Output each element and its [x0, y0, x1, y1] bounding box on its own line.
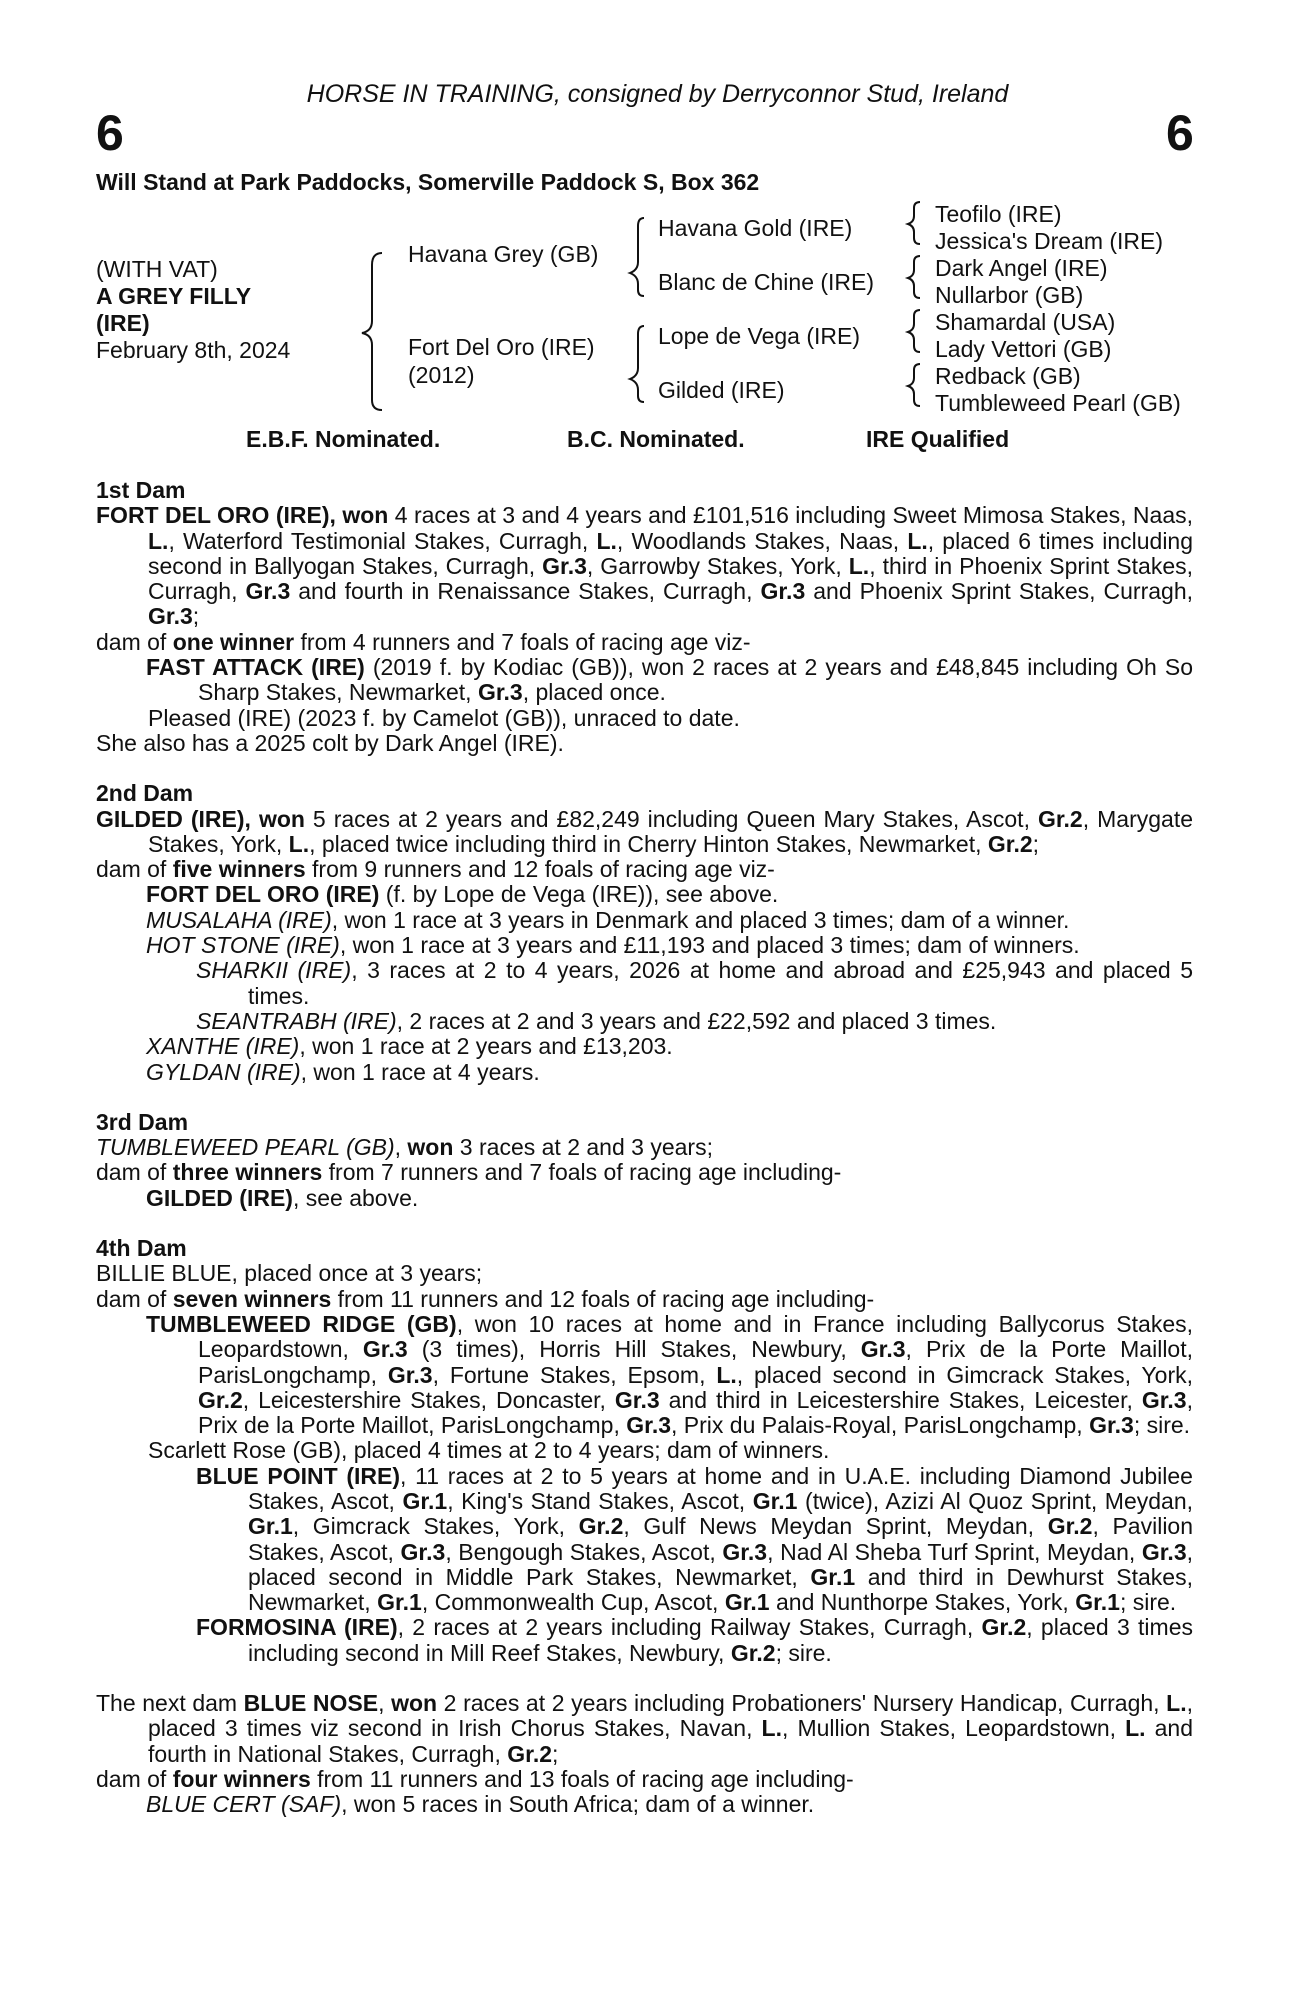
next-dam-record: The next dam BLUE NOSE, won 2 races at 2 years including Probationers' Nursery Handicap, Curragh, L., placed 3 times viz second in Irish Chorus Stakes, Navan, L., Mullion Stakes, Leopardstown, L. and fourth in National Stakes, Curragh, Gr.2; [96, 1690, 1193, 1767]
stand-location: Will Stand at Park Paddocks, Somerville Paddock S, Box 362 [96, 169, 760, 195]
horse-name: FORT DEL ORO (IRE) [96, 502, 330, 529]
produce-gyldan: GYLDAN (IRE), won 1 race at 4 years. [146, 1058, 540, 1085]
sd-dam: Nullarbor (GB) [935, 282, 1084, 308]
second-dam-heading: 2nd Dam [96, 780, 194, 807]
sd-sire: Dark Angel (IRE) [935, 255, 1108, 281]
produce-seantrabh: SEANTRABH (IRE), 2 races at 2 and 3 years and £22,592 and placed 3 times. [196, 1007, 997, 1034]
sire-sire: Havana Gold (IRE) [658, 215, 853, 241]
produce-blue-cert: BLUE CERT (SAF), won 5 races in South Africa; dam of a winner. [146, 1791, 815, 1818]
dam-year: (2012) [408, 362, 475, 388]
sire: Havana Grey (GB) [408, 241, 599, 267]
ds-sire: Shamardal (USA) [935, 309, 1116, 335]
produce-sharkii: SHARKII (IRE), 3 races at 2 to 4 years, 2026 at home and abroad and £25,943 and placed 5 times. [196, 957, 1193, 1009]
produce-gilded: GILDED (IRE), see above. [146, 1184, 419, 1211]
catalogue-header: HORSE IN TRAINING, consigned by Derryconnor Stud, Ireland [306, 80, 1009, 108]
dd-dam: Tumbleweed Pearl (GB) [935, 390, 1181, 416]
fourth-dam-produce-summary: dam of seven winners from 11 runners and 12 foals of racing age including- [96, 1285, 875, 1312]
third-dam-heading: 3rd Dam [96, 1108, 189, 1135]
fourth-dam-heading: 4th Dam [96, 1235, 187, 1262]
ss-dam: Jessica's Dream (IRE) [935, 228, 1164, 254]
sire-dam: Blanc de Chine (IRE) [658, 269, 875, 295]
dd-sire: Redback (GB) [935, 363, 1081, 389]
second-dam-produce-summary: dam of five winners from 9 runners and 12 foals of racing age viz- [96, 856, 775, 883]
lot-number-left: 6 [96, 105, 124, 161]
ebf-nomination: E.B.F. Nominated. [246, 426, 441, 452]
vat-note: (WITH VAT) [96, 256, 218, 282]
produce-fort-del-oro: FORT DEL ORO (IRE) (f. by Lope de Vega (IRE)), see above. [146, 881, 779, 908]
first-dam-note: She also has a 2025 colt by Dark Angel (IRE). [96, 729, 564, 756]
dam-dam: Gilded (IRE) [658, 377, 785, 403]
second-dam-record: GILDED (IRE), won 5 races at 2 years and £82,249 including Queen Mary Stakes, Ascot, Gr.2, Marygate Stakes, York, L., placed twice including third in Cherry Hinton Stakes, Newmarket, Gr.2; [96, 805, 1193, 857]
dam: Fort Del Oro (IRE) [408, 334, 595, 360]
produce-formosina: FORMOSINA (IRE), 2 races at 2 years including Railway Stakes, Curragh, Gr.2, placed 3 times including second in Mill Reef Stakes, Newbury, Gr.2; sire. [196, 1614, 1193, 1666]
first-dam-record: FORT DEL ORO (IRE), won 4 races at 3 and 4 years and £101,516 including Sweet Mimosa Stakes, Naas, L., Waterford Testimonial Stakes, Curragh, L., Woodlands Stakes, Naas, L., placed 6 times including second in Ballyogan Stakes, Curragh, Gr.3, Garrowby Stakes, York, L., third in Phoenix Sprint Stakes, Curragh, Gr.3 and fourth in Renaissance Stakes, Curragh, Gr.3 and Phoenix Sprint Stakes, Curragh, Gr.3; [96, 502, 1194, 630]
horse-origin: (IRE) [96, 310, 150, 336]
third-dam-produce-summary: dam of three winners from 7 runners and 7 foals of racing age including- [96, 1159, 842, 1186]
dam-sire: Lope de Vega (IRE) [658, 323, 861, 349]
produce-fast-attack: FAST ATTACK (IRE) (2019 f. by Kodiac (GB)), won 2 races at 2 years and £48,845 including Oh So Sharp Stakes, Newmarket, Gr.3, placed once. [146, 654, 1193, 706]
first-dam-heading: 1st Dam [96, 477, 186, 503]
next-dam-produce-summary: dam of four winners from 11 runners and 13 foals of racing age including- [96, 1765, 854, 1792]
foaling-date: February 8th, 2024 [96, 337, 291, 363]
produce-scarlett-rose: Scarlett Rose (GB), placed 4 times at 2 to 4 years; dam of winners. [148, 1437, 830, 1464]
won-label: won [342, 502, 389, 529]
produce-xanthe: XANTHE (IRE), won 1 race at 2 years and £13,203. [146, 1033, 673, 1060]
ss-sire: Teofilo (IRE) [935, 201, 1062, 227]
produce-blue-point: BLUE POINT (IRE), 11 races at 2 to 5 years at home and in U.A.E. including Diamond Jubilee Stakes, Ascot, Gr.1, King's Stand Stakes, Ascot, Gr.1 (twice), Azizi Al Quoz Sprint, Meydan, Gr.1, Gimcrack Stakes, York, Gr.2, Gulf News Meydan Sprint, Meydan, Gr.2, Pavilion Stakes, Ascot, Gr.3, Bengough Stakes, Ascot, Gr.3, Nad Al Sheba Turf Sprint, Meydan, Gr.3, placed second in Middle Park Stakes, Newmarket, Gr.1 and third in Dewhurst Stakes, Newmarket, Gr.1, Commonwealth Cup, Ascot, Gr.1 and Nunthorpe Stakes, York, Gr.1; sire. [196, 1462, 1194, 1616]
catalogue-body [96, 478, 1193, 1818]
ds-dam: Lady Vettori (GB) [935, 336, 1112, 362]
lot-number-right: 6 [1166, 105, 1194, 161]
produce-hot-stone: HOT STONE (IRE), won 1 race at 3 years and £11,193 and placed 3 times; dam of winners. [146, 932, 1080, 959]
fourth-dam-record: BILLIE BLUE, placed once at 3 years; [96, 1260, 483, 1287]
third-dam-record: TUMBLEWEED PEARL (GB), won 3 races at 2 and 3 years; [96, 1134, 713, 1161]
ire-qualified: IRE Qualified [866, 426, 1010, 452]
horse-description: A GREY FILLY [96, 283, 252, 309]
comma: , [329, 502, 343, 529]
produce-tumbleweed-ridge: TUMBLEWEED RIDGE (GB), won 10 races at home and in France including Ballycorus Stakes, Leopardstown, Gr.3 (3 times), Horris Hill Stakes, Newbury, Gr.3, Prix de la Porte Maillot, ParisLongchamp, Gr.3, Fortune Stakes, Epsom, L., placed second in Gimcrack Stakes, York, Gr.2, Leicestershire Stakes, Doncaster, Gr.3 and third in Leicestershire Stakes, Leicester, Gr.3, Prix de la Porte Maillot, ParisLongchamp, Gr.3, Prix du Palais-Royal, ParisLongchamp, Gr.3; sire. [146, 1310, 1194, 1439]
bc-nomination: B.C. Nominated. [567, 426, 745, 452]
produce-musalaha: MUSALAHA (IRE), won 1 race at 3 years in Denmark and placed 3 times; dam of a winner. [146, 906, 1070, 933]
first-dam-produce-summary: dam of one winner from 4 runners and 7 foals of racing age viz- [96, 628, 751, 655]
produce-pleased: Pleased (IRE) (2023 f. by Camelot (GB)), unraced to date. [148, 704, 740, 731]
